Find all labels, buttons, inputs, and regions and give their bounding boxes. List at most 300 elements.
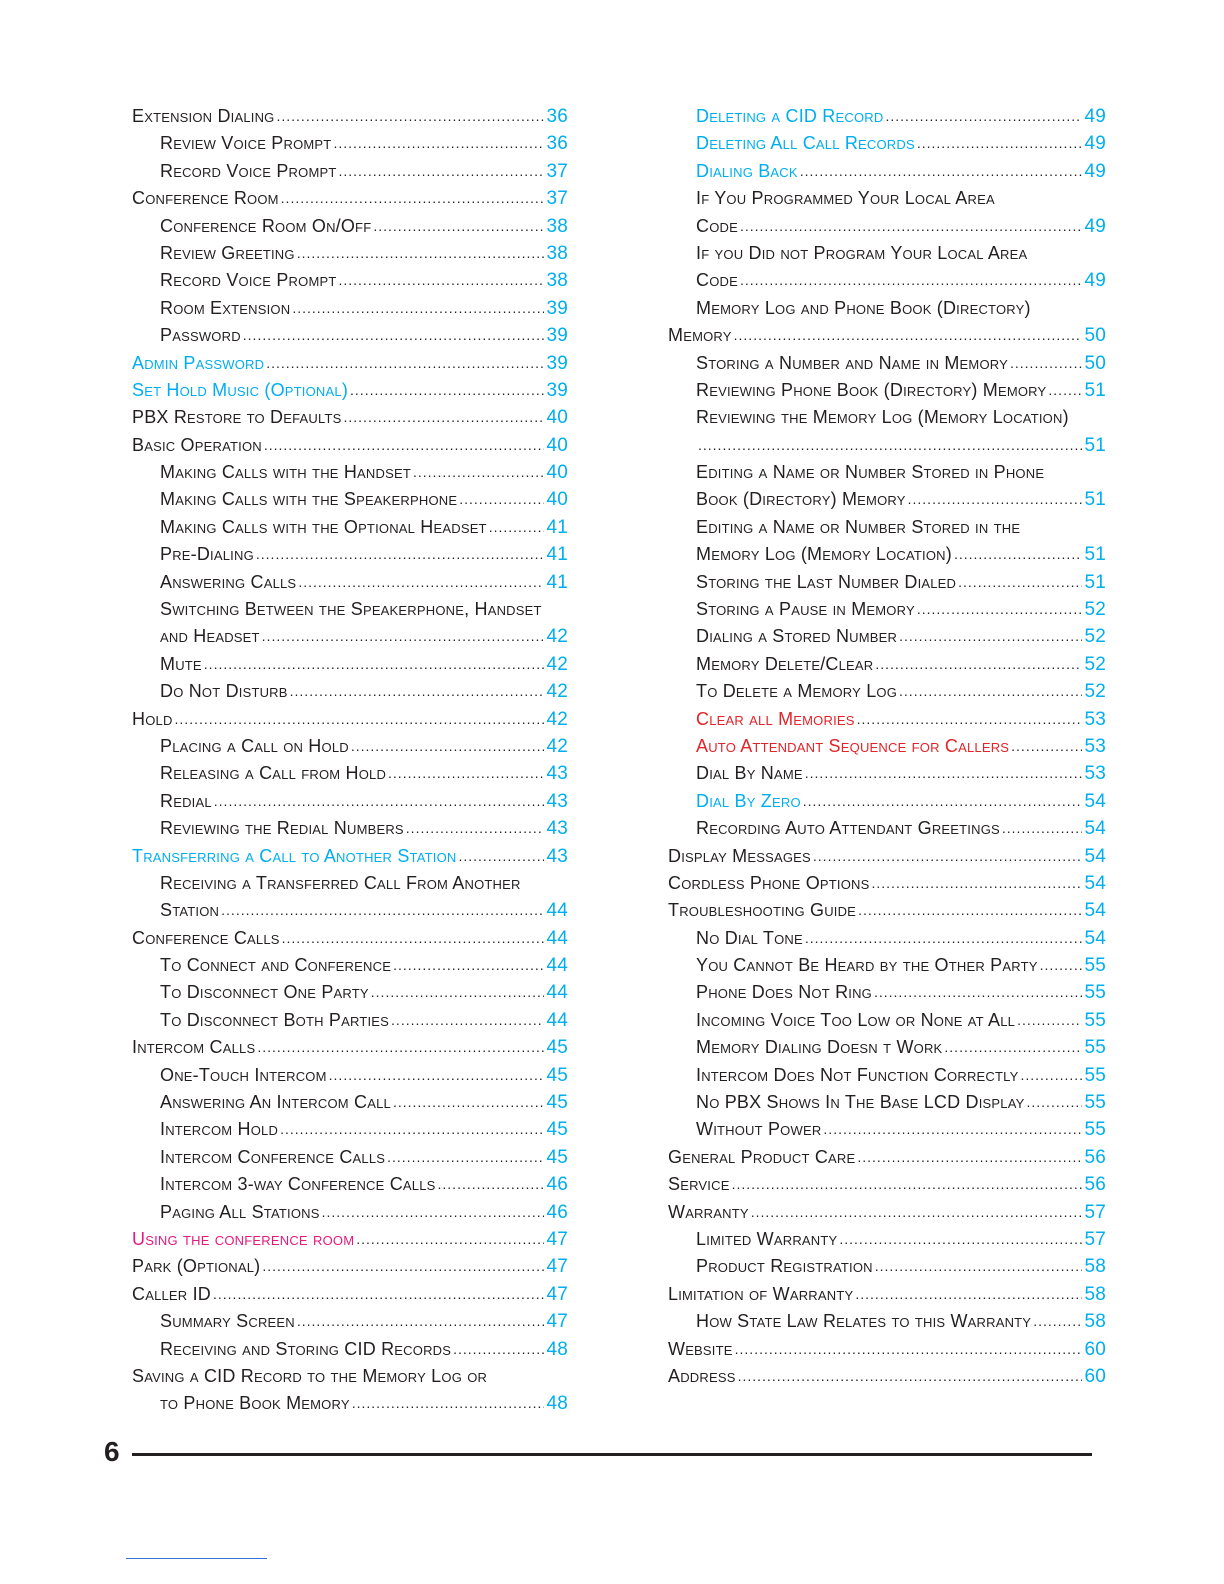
toc-dot-leader <box>805 925 1083 952</box>
toc-entry[interactable] <box>668 322 1106 349</box>
toc-dot-leader <box>322 1199 545 1226</box>
toc-dot-leader <box>393 1089 544 1116</box>
toc-entry-title: No Dial Tone <box>696 927 803 948</box>
toc-entry-page: 55 <box>1084 1064 1106 1086</box>
toc-dot-leader <box>698 432 1082 459</box>
toc-dot-leader <box>438 1171 545 1198</box>
toc-entry[interactable] <box>132 103 568 130</box>
toc-entry[interactable] <box>668 1062 1106 1089</box>
toc-entry-title: Limitation of Warranty <box>668 1283 854 1304</box>
toc-entry-title: Making Calls with the Optional Headset <box>160 516 487 537</box>
toc-entry-title: Releasing a Call from Hold <box>160 763 387 784</box>
toc-entry[interactable] <box>668 158 1106 185</box>
toc-dot-leader <box>1011 733 1082 760</box>
toc-entry[interactable] <box>132 432 568 459</box>
toc-dot-leader <box>908 486 1083 513</box>
toc-entry[interactable] <box>132 815 568 842</box>
toc-dot-leader <box>872 870 1083 897</box>
toc-entry[interactable] <box>668 815 1106 842</box>
toc-dot-leader <box>350 377 544 404</box>
toc-entry[interactable] <box>668 843 1106 870</box>
toc-entry-title: Paging All Stations <box>160 1201 320 1222</box>
toc-entry[interactable] <box>668 623 1106 650</box>
toc-dot-leader <box>800 158 1083 185</box>
toc-entry[interactable] <box>132 1171 568 1198</box>
toc-entry-page: 38 <box>546 270 568 292</box>
toc-dot-leader <box>371 980 545 1007</box>
toc-dot-leader <box>406 815 545 842</box>
toc-entry-title: Conference Room On/Off <box>160 215 372 236</box>
toc-entry[interactable] <box>132 623 568 650</box>
toc-entry[interactable] <box>132 213 568 240</box>
toc-entry[interactable] <box>668 130 1106 157</box>
toc-entry[interactable] <box>132 541 568 568</box>
toc-entry[interactable] <box>132 1089 568 1116</box>
toc-dot-leader <box>1002 815 1083 842</box>
toc-dot-leader <box>387 1144 544 1171</box>
toc-entry[interactable] <box>132 760 568 787</box>
toc-entry[interactable] <box>668 1308 1106 1335</box>
toc-dot-leader <box>751 1199 1083 1226</box>
toc-entry[interactable] <box>132 459 568 486</box>
toc-entry[interactable] <box>132 1199 568 1226</box>
toc-entry-title: Conference Calls <box>132 927 280 948</box>
toc-entry-page: 50 <box>1084 325 1106 347</box>
toc-entry-title: Password <box>160 325 241 346</box>
toc-entry[interactable] <box>132 1253 568 1280</box>
toc-entry-page: 45 <box>546 1146 568 1168</box>
toc-dot-leader <box>391 1007 544 1034</box>
toc-dot-leader <box>393 952 544 979</box>
toc-entry[interactable] <box>668 1007 1106 1034</box>
toc-dot-leader <box>1027 1089 1083 1116</box>
toc-entry-title: Receiving and Storing CID Records <box>160 1338 452 1359</box>
toc-entry-page: 42 <box>546 708 568 730</box>
toc-entry-page: 51 <box>1084 544 1106 566</box>
toc-entry-page: 43 <box>546 818 568 840</box>
toc-entry-title: Record Voice Prompt <box>160 160 337 181</box>
toc-entry-title: Display Messages <box>668 845 811 866</box>
toc-entry-page: 53 <box>1084 735 1106 757</box>
toc-entry[interactable] <box>132 733 568 760</box>
toc-entry-page: 49 <box>1084 105 1106 127</box>
toc-entry-title: Redial <box>160 790 212 811</box>
toc-entry[interactable] <box>668 432 1106 459</box>
toc-entry-title: Storing the Last Number Dialed <box>696 571 957 592</box>
toc-entry-page: 46 <box>546 1174 568 1196</box>
toc-entry[interactable] <box>668 213 1106 240</box>
toc-entry[interactable] <box>668 651 1106 678</box>
toc-entry-page: 45 <box>546 1119 568 1141</box>
toc-dot-leader <box>857 706 1083 733</box>
toc-entry-title: Transferring a Call to Another Station <box>132 845 457 866</box>
toc-entry-title: Park (Optional) <box>132 1256 261 1277</box>
toc-dot-leader <box>917 130 1083 157</box>
toc-entry[interactable] <box>132 267 568 294</box>
toc-entry[interactable] <box>668 1253 1106 1280</box>
toc-entry[interactable] <box>668 1226 1106 1253</box>
toc-dot-leader <box>329 1062 545 1089</box>
toc-entry[interactable] <box>668 788 1106 815</box>
toc-entry-page: 54 <box>1084 790 1106 812</box>
toc-entry-title: Answering An Intercom Call <box>160 1092 391 1113</box>
toc-entry[interactable] <box>668 377 1106 404</box>
toc-entry[interactable] <box>132 980 568 1007</box>
toc-dot-leader <box>899 678 1082 705</box>
toc-entry[interactable] <box>668 350 1106 377</box>
toc-entry[interactable] <box>668 925 1106 952</box>
toc-dot-leader <box>944 1034 1082 1061</box>
toc-entry-page: 51 <box>1084 434 1106 456</box>
toc-entry-page: 57 <box>1084 1229 1106 1250</box>
toc-dot-leader <box>262 623 545 650</box>
toc-entry-title: Address <box>668 1365 736 1386</box>
toc-entry[interactable] <box>668 1199 1106 1226</box>
toc-dot-leader <box>256 541 545 568</box>
link-underline <box>126 1558 267 1559</box>
toc-entry[interactable] <box>668 1171 1106 1198</box>
toc-dot-leader <box>823 1116 1082 1143</box>
toc-entry-title: Review Greeting <box>160 242 295 263</box>
toc-dot-leader <box>885 103 1082 130</box>
toc-entry-page: 37 <box>546 188 568 210</box>
toc-entry-page: 55 <box>1084 982 1106 1004</box>
toc-entry-page: 42 <box>546 735 568 757</box>
toc-entry-title: Website <box>668 1338 733 1359</box>
toc-dot-leader <box>338 267 544 294</box>
toc-entry-page: 36 <box>546 105 568 127</box>
toc-entry-title: You Cannot Be Heard by the Other Party <box>696 955 1038 976</box>
toc-entry-title: Clear all Memories <box>696 708 855 729</box>
toc-dot-leader <box>338 158 544 185</box>
toc-dot-leader <box>297 1308 545 1335</box>
toc-dot-leader <box>740 213 1082 240</box>
toc-entry-page: 60 <box>1084 1365 1106 1387</box>
toc-entry[interactable] <box>668 1116 1106 1143</box>
toc-entry-title: Dialing Back <box>696 160 798 181</box>
toc-entry-title: To Disconnect Both Parties <box>160 1009 390 1030</box>
toc-entry-title: One-Touch Intercom <box>160 1064 327 1085</box>
toc-entry-page: 42 <box>546 653 568 675</box>
toc-entry-page: 44 <box>546 900 568 922</box>
toc-entry-page: 51 <box>1084 571 1106 593</box>
toc-entry[interactable] <box>668 541 1106 568</box>
toc-entry-title: To Connect and Conference <box>160 955 392 976</box>
toc-entry-title: Making Calls with the Handset <box>160 462 411 483</box>
toc-dot-leader <box>243 322 545 349</box>
toc-entry-page: 40 <box>546 489 568 511</box>
toc-entry-title: To Disconnect One Party <box>160 982 369 1003</box>
toc-entry[interactable] <box>668 185 1106 212</box>
toc-entry-page: 49 <box>1084 215 1106 237</box>
toc-entry[interactable] <box>132 1144 568 1171</box>
toc-entry[interactable] <box>132 1390 568 1417</box>
toc-dot-leader <box>292 295 544 322</box>
toc-entry-page: 54 <box>1084 845 1106 867</box>
toc-entry-page: 39 <box>546 325 568 347</box>
toc-entry-title: Do Not Disturb <box>160 681 288 702</box>
toc-dot-leader <box>1048 377 1082 404</box>
toc-entry[interactable] <box>668 706 1106 733</box>
toc-dot-leader <box>264 432 545 459</box>
toc-entry-page: 49 <box>1084 160 1106 182</box>
toc-entry[interactable] <box>132 1034 568 1061</box>
toc-entry[interactable] <box>132 788 568 815</box>
toc-entry-page: 40 <box>546 434 568 456</box>
toc-entry-page: 54 <box>1084 872 1106 894</box>
toc-entry[interactable] <box>668 1336 1106 1363</box>
toc-entry[interactable] <box>668 733 1106 760</box>
toc-entry-title: Editing a Name or Number Stored in the <box>696 516 1021 537</box>
toc-entry[interactable] <box>132 514 568 541</box>
toc-entry[interactable] <box>132 706 568 733</box>
toc-entry-title: Pre-Dialing <box>160 544 254 565</box>
toc-entry[interactable] <box>668 514 1106 541</box>
toc-entry-page: 55 <box>1084 1092 1106 1114</box>
toc-entry[interactable] <box>132 322 568 349</box>
toc-dot-leader <box>1017 1007 1082 1034</box>
toc-entry[interactable] <box>668 870 1106 897</box>
toc-entry-title: If You Programmed Your Local Area <box>696 188 995 209</box>
toc-entry-page: 47 <box>546 1311 568 1333</box>
toc-dot-leader <box>855 1281 1082 1308</box>
toc-entry-page: 52 <box>1084 653 1106 675</box>
toc-entry[interactable] <box>668 486 1106 513</box>
toc-entry[interactable] <box>668 459 1106 486</box>
toc-entry[interactable] <box>132 377 568 404</box>
toc-entry-page: 41 <box>546 571 568 593</box>
toc-right-column <box>668 103 1106 1390</box>
toc-entry-title: Room Extension <box>160 297 291 318</box>
toc-entry-page: 42 <box>546 681 568 703</box>
toc-entry[interactable] <box>132 1226 568 1253</box>
toc-entry[interactable] <box>132 1062 568 1089</box>
toc-entry[interactable] <box>132 596 568 623</box>
toc-entry-title: Basic Operation <box>132 434 262 455</box>
toc-entry[interactable] <box>132 897 568 924</box>
toc-entry-title: Reviewing Phone Book (Directory) Memory <box>696 379 1047 400</box>
toc-dot-leader <box>214 788 545 815</box>
toc-dot-leader <box>333 130 544 157</box>
toc-entry-page: 58 <box>1084 1283 1106 1305</box>
toc-entry[interactable] <box>132 1281 568 1308</box>
toc-dot-leader <box>221 897 544 924</box>
toc-entry[interactable] <box>132 295 568 322</box>
toc-entry[interactable] <box>668 1089 1106 1116</box>
toc-entry-page: 55 <box>1084 955 1106 977</box>
toc-dot-leader <box>732 1171 1083 1198</box>
toc-entry-page: 47 <box>546 1256 568 1278</box>
toc-entry-title: Memory <box>668 325 732 346</box>
toc-entry-title: Switching Between the Speakerphone, Handset <box>160 599 542 620</box>
toc-entry-title: Code <box>696 270 738 291</box>
toc-entry-title: Intercom Conference Calls <box>160 1146 386 1167</box>
toc-entry[interactable] <box>132 240 568 267</box>
toc-entry[interactable] <box>668 897 1106 924</box>
toc-entry-page: 39 <box>546 297 568 319</box>
toc-entry-page: 55 <box>1084 1037 1106 1059</box>
toc-entry[interactable] <box>132 870 568 897</box>
toc-entry-title: Storing a Pause in Memory <box>696 599 915 620</box>
toc-entry-title: Using the conference room <box>132 1229 355 1249</box>
toc-dot-leader <box>805 760 1083 787</box>
toc-entry-title: Memory Log (Memory Location) <box>696 544 952 565</box>
toc-entry-page: 58 <box>1084 1311 1106 1333</box>
toc-dot-leader <box>1010 350 1082 377</box>
toc-dot-leader <box>356 1226 544 1253</box>
toc-entry-title: General Product Care <box>668 1146 856 1167</box>
toc-dot-leader <box>373 213 544 240</box>
toc-entry[interactable] <box>668 596 1106 623</box>
toc-entry[interactable] <box>132 952 568 979</box>
toc-entry[interactable] <box>132 1308 568 1335</box>
toc-dot-leader <box>290 678 545 705</box>
toc-entry[interactable] <box>132 1116 568 1143</box>
toc-entry[interactable] <box>668 1281 1106 1308</box>
toc-entry[interactable] <box>668 569 1106 596</box>
toc-entry-page: 39 <box>546 379 568 401</box>
toc-entry[interactable] <box>668 952 1106 979</box>
toc-entry-title: Saving a CID Record to the Memory Log or <box>132 1365 488 1386</box>
toc-entry-title: Dialing a Stored Number <box>696 626 898 647</box>
toc-entry[interactable] <box>132 130 568 157</box>
toc-entry[interactable] <box>668 678 1106 705</box>
toc-entry-title: Summary Screen <box>160 1311 295 1332</box>
toc-entry-page: 52 <box>1084 626 1106 648</box>
toc-entry[interactable] <box>668 980 1106 1007</box>
toc-entry-title: Review Voice Prompt <box>160 133 332 154</box>
toc-entry[interactable] <box>668 103 1106 130</box>
toc-dot-leader <box>875 651 1082 678</box>
toc-entry[interactable] <box>668 295 1106 322</box>
toc-entry[interactable] <box>132 350 568 377</box>
toc-entry-title: Intercom 3-way Conference Calls <box>160 1174 436 1195</box>
toc-dot-leader <box>281 185 545 212</box>
toc-entry[interactable] <box>132 1363 568 1390</box>
toc-dot-leader <box>839 1226 1082 1253</box>
toc-entry[interactable] <box>132 158 568 185</box>
toc-entry-page: 48 <box>546 1393 568 1415</box>
toc-dot-leader <box>413 459 544 486</box>
toc-entry-page: 53 <box>1084 763 1106 785</box>
toc-entry[interactable] <box>132 185 568 212</box>
toc-entry[interactable] <box>132 486 568 513</box>
toc-dot-leader <box>453 1336 544 1363</box>
toc-dot-leader <box>954 541 1082 568</box>
toc-entry-page: 44 <box>546 955 568 977</box>
toc-dot-leader <box>875 1253 1083 1280</box>
toc-entry-page: 51 <box>1084 489 1106 511</box>
toc-entry[interactable] <box>132 678 568 705</box>
toc-entry-page: 48 <box>546 1338 568 1360</box>
toc-entry-page: 46 <box>546 1201 568 1223</box>
toc-dot-leader <box>740 267 1082 294</box>
toc-entry-title: Troubleshooting Guide <box>668 900 857 921</box>
toc-entry-page: 38 <box>546 215 568 237</box>
toc-entry-title: PBX Restore to Defaults <box>132 407 342 428</box>
toc-dot-leader <box>175 706 545 733</box>
toc-entry[interactable] <box>132 925 568 952</box>
toc-entry-title: Book (Directory) Memory <box>696 489 906 510</box>
toc-dot-leader <box>459 486 544 513</box>
toc-entry[interactable] <box>668 267 1106 294</box>
toc-dot-leader <box>857 1144 1082 1171</box>
toc-entry-page: 51 <box>1084 379 1106 401</box>
toc-dot-leader <box>1033 1308 1082 1335</box>
toc-entry-page: 45 <box>546 1064 568 1086</box>
toc-entry-title: Dial By Zero <box>696 790 801 811</box>
toc-entry-page: 53 <box>1084 708 1106 730</box>
toc-dot-leader <box>297 240 545 267</box>
toc-dot-leader <box>204 651 545 678</box>
toc-entry[interactable] <box>132 404 568 431</box>
toc-entry-title: Auto Attendant Sequence for Callers <box>696 735 1010 756</box>
toc-entry-title: Set Hold Music (Optional) <box>132 379 349 400</box>
toc-entry-title: Intercom Hold <box>160 1119 279 1140</box>
toc-entry-page: 49 <box>1084 133 1106 155</box>
toc-entry-page: 37 <box>546 160 568 182</box>
toc-dot-leader <box>734 322 1083 349</box>
toc-entry-title: Intercom Does Not Function Correctly <box>696 1064 1019 1085</box>
toc-entry-page: 52 <box>1084 681 1106 703</box>
toc-dot-leader <box>282 925 545 952</box>
toc-entry[interactable] <box>668 1363 1106 1390</box>
toc-dot-leader <box>344 404 545 431</box>
toc-entry-title: and Headset <box>160 626 260 647</box>
toc-entry[interactable] <box>668 404 1106 431</box>
toc-entry-title: No PBX Shows In The Base LCD Display <box>696 1092 1025 1113</box>
toc-entry-title: Warranty <box>668 1201 749 1222</box>
toc-entry[interactable] <box>132 1336 568 1363</box>
toc-entry-title: Reviewing the Redial Numbers <box>160 818 404 839</box>
toc-dot-leader <box>262 1253 544 1280</box>
toc-entry-page: 60 <box>1084 1338 1106 1360</box>
toc-entry[interactable] <box>668 1144 1106 1171</box>
toc-entry[interactable] <box>132 651 568 678</box>
toc-entry-title: Station <box>160 900 220 921</box>
toc-dot-leader <box>1040 952 1083 979</box>
toc-entry[interactable] <box>668 760 1106 787</box>
toc-entry-title: Mute <box>160 653 202 674</box>
toc-entry[interactable] <box>668 1034 1106 1061</box>
toc-dot-leader <box>351 733 545 760</box>
toc-entry-page: 54 <box>1084 818 1106 840</box>
toc-entry[interactable] <box>132 1007 568 1034</box>
toc-entry-page: 40 <box>546 462 568 484</box>
toc-dot-leader <box>899 623 1082 650</box>
toc-dot-leader <box>352 1390 545 1417</box>
toc-entry-title: Incoming Voice Too Low or None at All <box>696 1009 1016 1030</box>
toc-entry-title: Service <box>668 1174 730 1195</box>
toc-entry-title: to Phone Book Memory <box>160 1393 350 1414</box>
toc-dot-leader <box>738 1363 1083 1390</box>
toc-entry-page: 44 <box>546 1009 568 1031</box>
toc-entry-title: Placing a Call on Hold <box>160 735 349 756</box>
toc-entry-title: Product Registration <box>696 1256 873 1277</box>
toc-entry-page: 52 <box>1084 599 1106 621</box>
toc-dot-leader <box>813 843 1083 870</box>
toc-entry-page: 54 <box>1084 900 1106 922</box>
toc-entry[interactable] <box>132 843 568 870</box>
toc-entry-title: Deleting All Call Records <box>696 133 915 154</box>
toc-entry-page: 44 <box>546 927 568 949</box>
toc-dot-leader <box>458 843 544 870</box>
toc-entry-title: Intercom Calls <box>132 1037 256 1058</box>
toc-entry-title: Without Power <box>696 1119 822 1140</box>
toc-entry[interactable] <box>132 569 568 596</box>
toc-entry-title: Admin Password <box>132 352 265 373</box>
toc-entry[interactable] <box>668 240 1106 267</box>
